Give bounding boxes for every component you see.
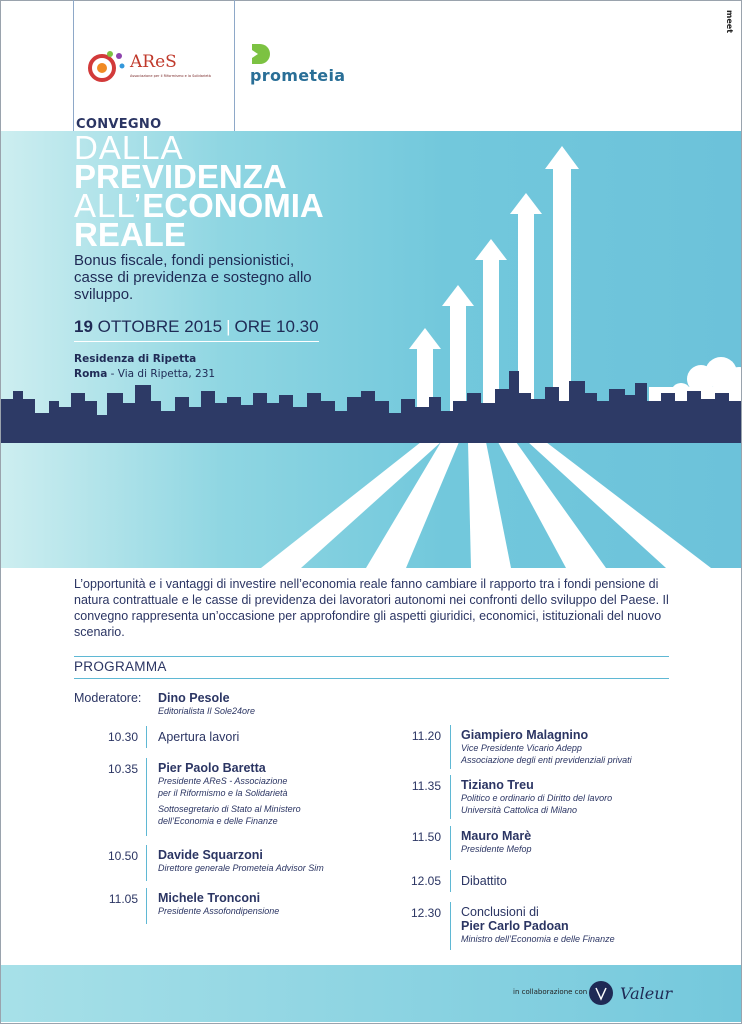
agenda-divider [450,725,451,769]
prometeia-logo-text: prometeia [250,66,346,85]
agenda-text: Dibattito [461,874,507,888]
intro-paragraph: L’opportunità e i vantaggi di investire nell’economia reale fanno cambiare il rapporto tra i fondi pensione di natura contrattuale e le casse di previdenza dei lavoratori autonomi nei confronti dello sviluppo del Paese. Il convegno rappresenta un’occasione per approfondire gli aspetti giuridici, economici, istituzionali del nuovo scenario. [74,577,669,639]
program-rule-top [74,656,669,657]
title-line-4: REALE [74,216,186,253]
date-separator: | [226,317,231,336]
event-subtitle: Bonus fiscale, fondi pensionistici, casse di previdenza e sostegno allo sviluppo. [74,252,312,303]
agenda-item [158,761,301,827]
speaker-name: Davide Squarzoni [158,848,263,862]
moderator-role: Editorialista Il Sole24ore [158,706,256,716]
agenda-divider [146,888,147,924]
venue-name: Residenza di Ripetta [74,353,197,365]
ares-logo-text: AReS [130,52,177,72]
agenda-text: Apertura lavori [158,730,240,744]
program-title: PROGRAMMA [74,659,167,674]
agenda-item [461,728,632,766]
agenda-item [461,778,612,816]
venue-city: Roma [74,368,108,380]
header-divider-left [73,0,74,131]
speaker-role: Università Cattolica di Milano [461,805,578,815]
speaker-role: Presidente Mefop [461,844,532,854]
agenda-divider [450,775,451,819]
speaker-name: Michele Tronconi [158,891,261,905]
speaker-role: Politico e ordinario di Diritto del lavoro [461,793,613,803]
speaker-role: Associazione degli enti previdenziali privati [461,755,632,765]
agenda-item [461,905,615,945]
agenda-time: 10.30 [107,730,138,744]
prometeia-logo [250,42,350,90]
header-divider-right [234,0,235,131]
event-date [74,317,319,342]
agenda-item [461,829,532,855]
venue-address: - Via di Ripetta, 231 [107,368,216,380]
title-line-2: PREVIDENZA [74,158,287,195]
speaker-role: Ministro dell’Economia e delle Finanze [461,934,615,944]
valeur-logo-mark [588,980,614,1006]
agenda-item [158,848,324,874]
valeur-logo-text: Valeur [620,984,673,1003]
speaker-role: dell’Economia e delle Finanze [158,816,278,826]
speaker-role: Presidente Assofondipensione [158,906,280,916]
speaker-name: Giampiero Malagnino [461,728,589,742]
moderator-label: Moderatore: [74,691,142,705]
agenda-time: 12.30 [410,906,441,920]
moderator-name: Dino Pesole [158,691,230,705]
agenda-time: 12.05 [410,874,441,888]
agenda-time: 10.50 [107,849,138,863]
prometeia-logo-mark [250,42,270,66]
agenda-text: Conclusioni di [461,905,539,919]
road-stripes [261,442,711,568]
collaboration-label: in collaborazione con [513,988,588,996]
agenda-divider [450,870,451,892]
agenda-divider [146,726,147,748]
speaker-name: Tiziano Treu [461,778,534,792]
agenda-time: 11.35 [411,779,441,793]
date-time: ORE 10.30 [234,317,319,336]
speaker-name: Pier Paolo Baretta [158,761,266,775]
agenda-divider [450,826,451,860]
speaker-name: Mauro Marè [461,829,532,843]
agenda-time: 11.05 [108,892,138,906]
speaker-role: Vice Presidente Vicario Adepp [461,743,582,753]
ares-logo-subtext: Associazione per il Riformismo e la Solidarietà [130,74,211,78]
title-line-3-light: ALL’ [74,187,143,224]
ares-logo-mark [86,46,128,88]
agenda-item [158,891,279,917]
moderator [158,691,255,717]
date-month-year: OTTOBRE 2015 [97,317,223,336]
speaker-role: Presidente AReS - Associazione [158,776,288,786]
side-tag-text: meet [725,10,734,34]
title-line-3-bold: ECONOMIA [142,187,324,224]
speaker-role: Direttore generale Prometeia Advisor Sim [158,863,324,873]
agenda-divider [450,902,451,950]
ares-logo [86,46,211,88]
agenda-divider [146,758,147,836]
agenda-time: 10.35 [107,762,138,776]
event-venue [74,352,215,382]
event-kicker: CONVEGNO [76,117,162,132]
program-rule-bottom [74,678,669,679]
agenda-time: 11.50 [411,830,441,844]
agenda-divider [146,845,147,881]
title-line-1: DALLA [74,129,184,166]
agenda-time: 11.20 [411,729,441,743]
speaker-role: Sottosegretario di Stato al Ministero [158,804,301,814]
speaker-role: per il Riformismo e la Solidarietà [158,788,288,798]
date-day: 19 [74,317,93,336]
side-tag [722,8,736,44]
speaker-name: Pier Carlo Padoan [461,919,569,933]
